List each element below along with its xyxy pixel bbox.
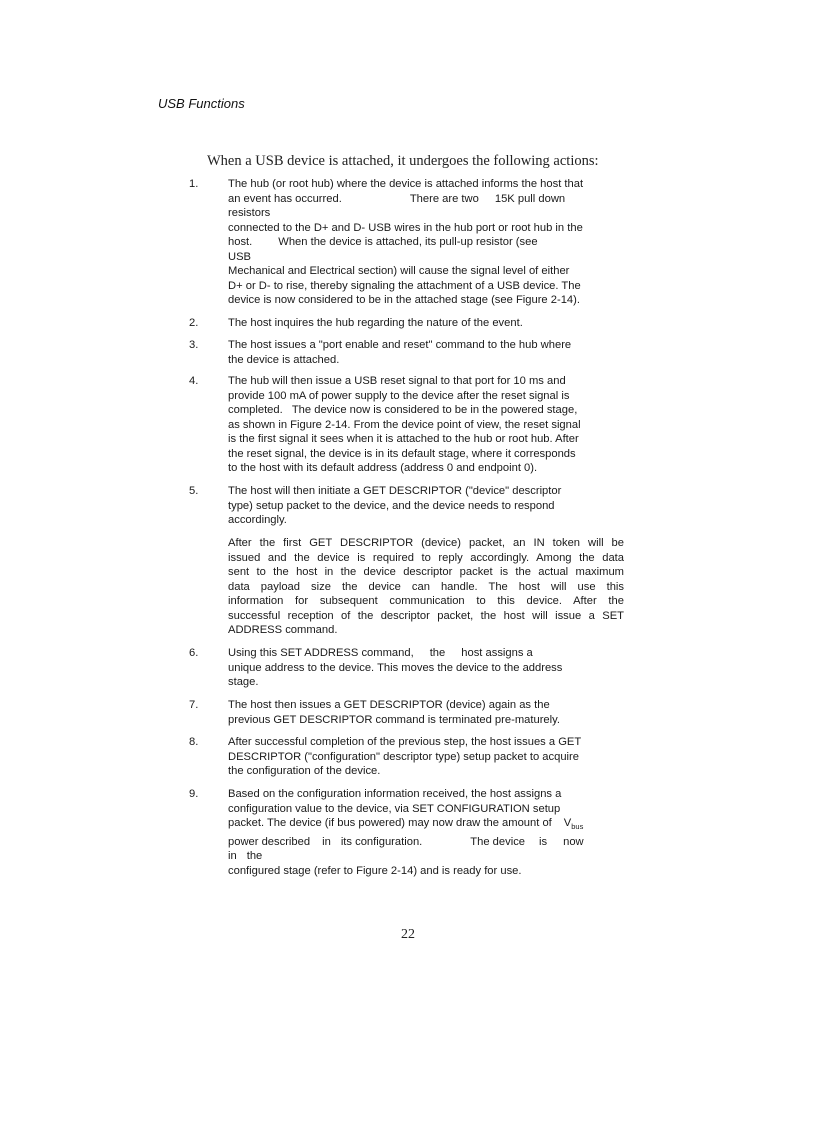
text-line: packet. The device (if bus powered) may now draw the amount of $V_{bus}$ xyxy=(228,817,584,831)
text-line: Based on the configuration information received, the host assigns a xyxy=(228,788,562,800)
text-line: USB xyxy=(228,250,252,263)
text-line: information for subsequent communication to this device. After the xyxy=(228,595,624,607)
item-5-paragraph xyxy=(228,536,624,638)
item-number: 9. xyxy=(189,788,199,800)
text-line: accordingly. xyxy=(228,514,287,526)
running-header: USB Functions xyxy=(158,96,245,111)
text-line: successful reception of the descriptor packet, the host will issue a SET xyxy=(228,609,624,622)
text-line: device is now considered to be in the attached stage (see Figure 2-14). xyxy=(228,294,580,306)
text-line: previous GET DESCRIPTOR command is terminated pre-maturely. xyxy=(228,713,561,726)
text-line: data payload size the device can handle. The host will use this xyxy=(228,580,624,593)
item-number: 8. xyxy=(189,736,199,748)
text-line: completed. The device now is considered to be in the powered stage, xyxy=(228,404,578,416)
text-line: the reset signal, the device is in its default stage, where it corresponds xyxy=(228,447,576,460)
text-line: power described in its configuration. The device is now xyxy=(228,835,584,848)
text-line: an event has occurred. There are two 15K pull down xyxy=(228,192,566,205)
text-line: provide 100 mA of power supply to the device after the reset signal is xyxy=(228,389,570,402)
text-line: is the first signal it sees when it is attached to the hub or root hub. After xyxy=(228,433,579,445)
text-line: the configuration of the device. xyxy=(228,765,381,777)
text-line: unique address to the device. This moves the device to the address xyxy=(228,661,563,674)
text-line: stage. xyxy=(228,676,259,688)
item-number: 7. xyxy=(189,699,199,711)
text-line: type) setup packet to the device, and the device needs to respond xyxy=(228,499,555,512)
text-line: issued and the device is required to reply accordingly. Among the data xyxy=(228,551,624,564)
item-number: 2. xyxy=(189,317,199,329)
text-line: to the host with its default address (address 0 and endpoint 0). xyxy=(228,462,538,474)
text-line: The hub (or root hub) where the device is attached informs the host that xyxy=(228,178,584,190)
intro-sentence: When a USB device is attached, it undergoes the following actions: xyxy=(207,153,599,169)
text-line: configuration value to the device, via SET CONFIGURATION setup xyxy=(228,802,561,815)
text-line: host. When the device is attached, its pull-up resistor (see xyxy=(228,236,538,248)
page-number: 22 xyxy=(401,927,415,942)
item-number: 5. xyxy=(189,485,199,497)
text-line: as shown in Figure 2-14. From the device point of view, the reset signal xyxy=(228,418,581,431)
text-line: The hub will then issue a USB reset signal to that port for 10 ms and xyxy=(228,375,566,387)
text-line: configured stage (refer to Figure 2-14) and is ready for use. xyxy=(228,864,522,877)
text-line: D+ or D- to rise, thereby signaling the attachment of a USB device. The xyxy=(228,279,581,292)
text-line: ADDRESS command. xyxy=(228,624,338,636)
text-line: DESCRIPTOR ("configuration" descriptor type) setup packet to acquire xyxy=(228,750,579,763)
text-line: The host issues a "port enable and reset" command to the hub where xyxy=(228,339,572,351)
text-line: Mechanical and Electrical section) will cause the signal level of either xyxy=(228,265,570,277)
text-line: After the first GET DESCRIPTOR (device) packet, an IN token will be xyxy=(228,537,624,549)
text-line: The host will then initiate a GET DESCRIPTOR ("device" descriptor xyxy=(228,485,562,497)
text-line: sent to the host in the device descriptor packet is the actual maximum xyxy=(228,566,624,578)
text-line: the device is attached. xyxy=(228,353,340,366)
text-line: After successful completion of the previous step, the host issues a GET xyxy=(228,736,582,748)
text-line: Using this SET ADDRESS command, the host assigns a xyxy=(228,647,533,659)
text-line: The host inquires the hub regarding the nature of the event. xyxy=(228,317,523,329)
item-number: 1. xyxy=(189,178,199,190)
item-number: 4. xyxy=(189,375,199,387)
text-line: The host then issues a GET DESCRIPTOR (device) again as the xyxy=(228,699,550,711)
text-line: in the xyxy=(228,850,263,862)
item-number: 3. xyxy=(189,339,199,351)
text-line: connected to the D+ and D- USB wires in the hub port or root hub in the xyxy=(228,221,583,234)
text-line: resistors xyxy=(228,207,271,219)
vbus-symbol: V xyxy=(563,817,572,829)
item-number: 6. xyxy=(189,647,199,659)
vbus-subscript: bus xyxy=(571,822,584,831)
